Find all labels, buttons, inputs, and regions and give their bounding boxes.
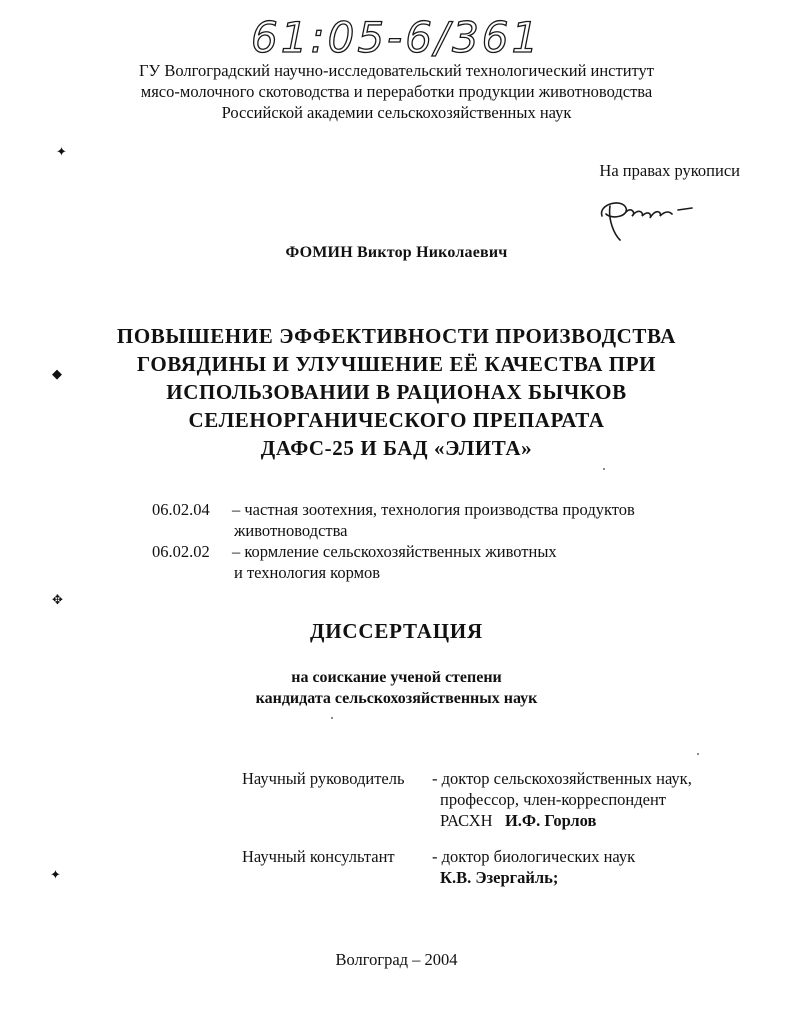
specialty-text: – кормление сельскохозяйственных животных (232, 542, 557, 561)
institution-line-1: ГУ Волгоградский научно-исследовательский технологический институт (138, 61, 655, 80)
author-name: ФОМИН Виктор Николаевич (285, 244, 508, 261)
dissertation-title (0, 322, 793, 462)
institution-header (0, 60, 793, 123)
institution-line-2: мясо-молочного скотоводства и переработки продукции животноводства (140, 82, 653, 101)
manuscript-rights-note: На правах рукописи (599, 161, 740, 180)
consultant-name: К.В. Эзергайль; (440, 868, 559, 887)
handwritten-archive-code (245, 6, 542, 66)
supervisor-affiliation (432, 810, 692, 831)
supervisor-role: Научный руководитель (242, 769, 405, 788)
scan-speck (603, 468, 605, 470)
title-line-2: ГОВЯДИНЫ И УЛУЧШЕНИЕ ЕЁ КАЧЕСТВА ПРИ (136, 352, 657, 376)
supervisor-org: РАСХН (440, 811, 493, 830)
city-year: Волгоград – 2004 (335, 950, 458, 969)
specialty-continuation: и технология кормов (234, 563, 381, 582)
supervisor-name: И.Ф. Горлов (504, 811, 597, 830)
advisors-block (242, 768, 692, 888)
consultant-degree: - доктор биологических наук (432, 847, 636, 866)
scan-margin-mark-icon: ✥ (52, 592, 63, 607)
scan-margin-mark-icon: ✦ (56, 144, 67, 159)
degree-line-1: на соискание ученой степени (291, 669, 502, 686)
specialty-code: 06.02.02 (152, 542, 210, 561)
consultant-details (432, 846, 635, 888)
handwritten-archive-code-drawing (245, 6, 542, 66)
consultant-row (242, 846, 692, 888)
title-line-1: ПОВЫШЕНИЕ ЭФФЕКТИВНОСТИ ПРОИЗВОДСТВА (116, 324, 677, 348)
title-line-4: СЕЛЕНОРГАНИЧЕСКОГО ПРЕПАРАТА (188, 408, 605, 432)
svg-text:61:05-6/361: 61:05-6/361 (251, 13, 542, 62)
specialty-continuation: животноводства (234, 521, 348, 540)
supervisor-title: профессор, член-корреспондент (440, 790, 666, 809)
scan-speck (697, 753, 699, 755)
scan-speck (331, 717, 333, 719)
signature-drawing (592, 190, 712, 246)
supervisor-row (242, 768, 692, 831)
institution-line-3: Российской академии сельскохозяйственных наук (221, 103, 572, 122)
degree-line-2: кандидата сельскохозяйственных наук (255, 690, 538, 707)
consultant-role: Научный консультант (242, 847, 395, 866)
specialty-row (152, 499, 635, 520)
specialty-code: 06.02.04 (152, 500, 210, 519)
degree-statement (0, 667, 793, 709)
document-type: ДИССЕРТАЦИЯ (310, 619, 483, 643)
title-line-5: ДАФС-25 И БАД «ЭЛИТА» (260, 436, 533, 460)
specialty-row (152, 541, 635, 562)
supervisor-degree: - доктор сельскохозяйственных наук, (432, 769, 692, 788)
scan-margin-mark-icon: ◆ (52, 366, 62, 381)
supervisor-details (432, 768, 692, 831)
scan-margin-mark-icon: ✦ (50, 867, 61, 882)
specialty-text: – частная зоотехния, технология производства продуктов (232, 500, 635, 519)
specialties-list (152, 499, 635, 583)
author-signature (592, 190, 712, 246)
title-line-3: ИСПОЛЬЗОВАНИИ В РАЦИОНАХ БЫЧКОВ (166, 380, 627, 404)
